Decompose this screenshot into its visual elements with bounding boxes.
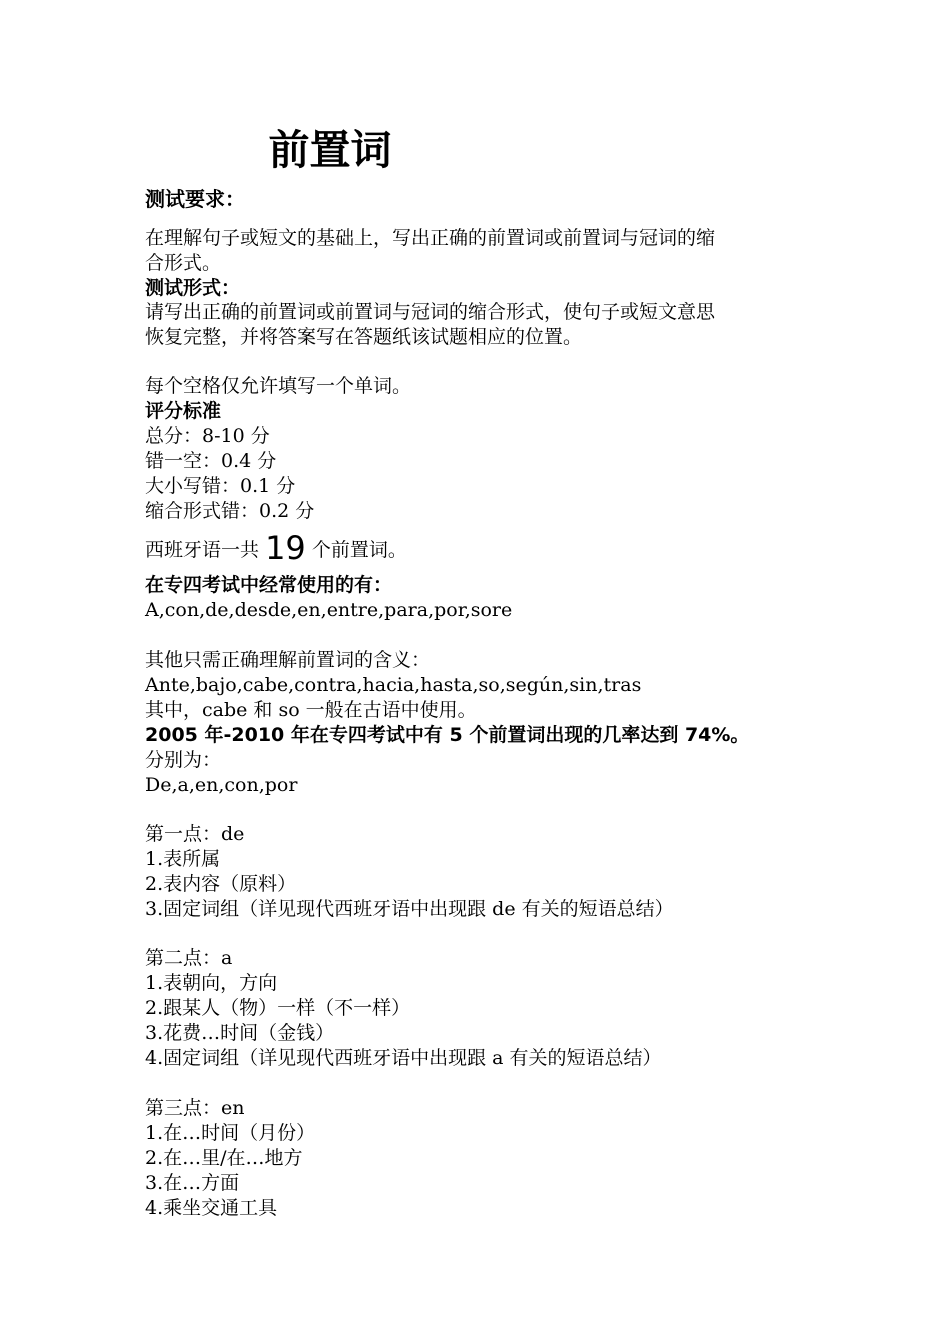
others-list: Ante,bajo,cabe,contra,hacia,hasta,so,según,sin,tras xyxy=(145,674,642,696)
point-item: 2.在…里/在…地方 xyxy=(145,1147,303,1169)
scoring-heading: 评分标准 xyxy=(145,400,222,422)
requirements-heading: 测试要求： xyxy=(145,187,245,211)
scoring-item: 总分：8-10 分 xyxy=(145,425,270,447)
count-prefix: 西班牙语一共 xyxy=(145,539,260,561)
point-heading: 第二点：a xyxy=(145,947,233,969)
format-text-line-1: 请写出正确的前置词或前置词与冠词的缩合形式，使句子或短文意思 xyxy=(145,301,716,323)
requirements-text-line-1: 在理解句子或短文的基础上，写出正确的前置词或前置词与冠词的缩 xyxy=(145,227,716,249)
scoring-item: 错一空：0.4 分 xyxy=(145,450,277,472)
point-item: 1.表所属 xyxy=(145,848,221,870)
point-heading: 第一点：de xyxy=(145,823,245,845)
stats-list: De,a,en,con,por xyxy=(145,774,298,796)
frequent-heading: 在专四考试中经常使用的有： xyxy=(145,574,393,596)
stats-highlight: 2005 年-2010 年在专四考试中有 5 个前置词出现的几率达到 74%。 xyxy=(145,724,750,746)
point-item: 1.在…时间（月份） xyxy=(145,1122,316,1144)
scoring-item: 大小写错：0.1 分 xyxy=(145,475,296,497)
stats-label: 分别为： xyxy=(145,749,222,771)
point-item: 2.跟某人（物）一样（不一样） xyxy=(145,997,411,1019)
others-intro: 其他只需正确理解前置词的含义： xyxy=(145,649,431,671)
point-item: 3.在…方面 xyxy=(145,1172,240,1194)
format-text-line-2: 恢复完整，并将答案写在答题纸该试题相应的位置。 xyxy=(145,326,583,348)
point-item: 4.固定词组（详见现代西班牙语中出现跟 a 有关的短语总结） xyxy=(145,1047,662,1069)
page-title: 前置词 xyxy=(268,126,392,174)
point-item: 3.花费…时间（金钱） xyxy=(145,1022,335,1044)
point-item: 3.固定词组（详见现代西班牙语中出现跟 de 有关的短语总结） xyxy=(145,898,674,920)
point-item: 2.表内容（原料） xyxy=(145,873,297,895)
preposition-count-line xyxy=(145,529,407,567)
scoring-item: 缩合形式错：0.2 分 xyxy=(145,500,315,522)
format-note: 每个空格仅允许填写一个单词。 xyxy=(145,375,412,397)
count-suffix: 个前置词。 xyxy=(311,539,407,561)
point-item: 4.乘坐交通工具 xyxy=(145,1197,278,1219)
others-note: 其中，cabe 和 so 一般在古语中使用。 xyxy=(145,699,477,721)
format-heading: 测试形式： xyxy=(145,277,241,299)
point-heading: 第三点：en xyxy=(145,1097,245,1119)
requirements-text-line-2: 合形式。 xyxy=(145,252,222,274)
point-item: 1.表朝向，方向 xyxy=(145,972,278,994)
count-number: 19 xyxy=(265,529,306,567)
frequent-list: A,con,de,desde,en,entre,para,por,sore xyxy=(145,599,513,621)
